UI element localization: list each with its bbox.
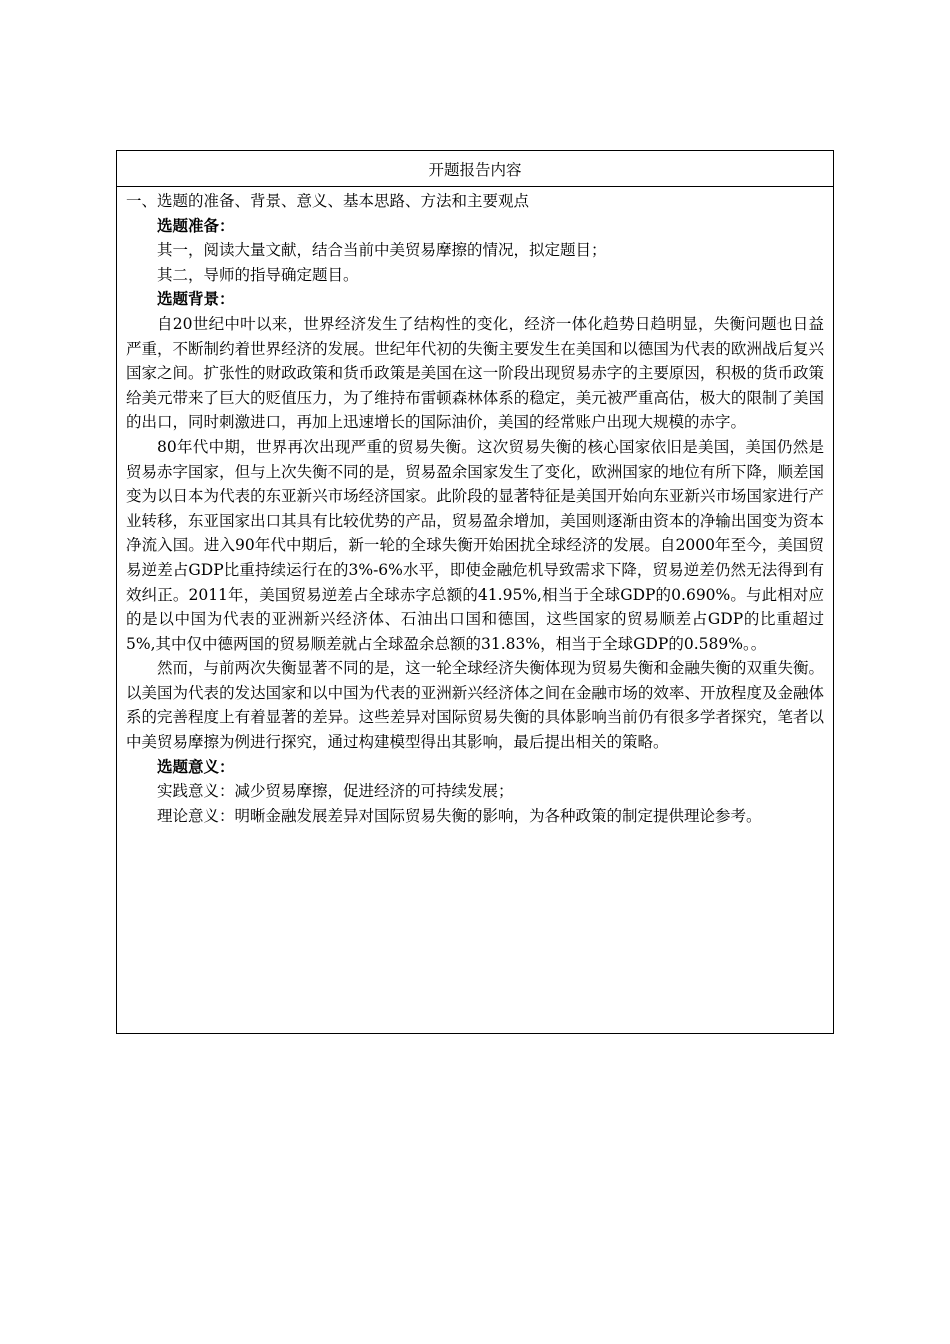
- report-content-table: [116, 150, 834, 1034]
- section-title: 一、选题的准备、背景、意义、基本思路、方法和主要观点: [126, 192, 530, 210]
- preparation-item: 其一，阅读大量文献，结合当前中美贸易摩擦的情况，拟定题目；: [157, 241, 607, 260]
- significance-paragraph: 理论意义：明晰金融发展差异对国际贸易失衡的影响，为各种政策的制定提供理论参考。: [157, 806, 762, 825]
- table-body: [117, 187, 833, 828]
- background-heading: 选题背景：: [157, 289, 235, 309]
- preparation-heading: 选题准备：: [157, 215, 235, 235]
- background-paragraph: 80年代中期，世界再次出现严重的贸易失衡。这次贸易失衡的核心国家依旧是美国，美国仍然是贸易赤字国家，但与上次失衡不同的是，贸易盈余国家发生了变化，欧洲国家的地位有所下降，顺差国变为以日本为代表的东亚新兴市场经济国家。此阶段的显著特征是美国开始向东亚新兴市场国家进行产业转移，东亚国家出口其具有比较优势的产品，贸易盈余增加，美国则逐渐由资本的净输出国变为资本净流入国。进入90年代中期后，新一轮的全球失衡开始困扰全球经济的发展。自2000年至今，美国贸易逆差占GDP比重持续运行在的3%-6%水平，即使金融危机导致需求下降，贸易逆差仍然无法得到有效纠正。2011年，美国贸易逆差占全球赤字总额的41.95%,相当于全球GDP的0.690%。与此相对应的是以中国为代表的亚洲新兴经济体、石油出口国和德国，这些国家的贸易顺差占GDP的比重超过5%,其中仅中德两国的贸易顺差就占全球盈余总额的31.83%，相当于全球GDP的0.589%。。: [126, 437, 824, 653]
- significance-heading: 选题意义：: [157, 756, 235, 776]
- background-paragraph: 然而，与前两次失衡显著不同的是，这一轮全球经济失衡体现为贸易失衡和金融失衡的双重失衡。以美国为代表的发达国家和以中国为代表的亚洲新兴经济体之间在金融市场的效率、开放程度及金融体系的完善程度上有着显著的差异。这些差异对国际贸易失衡的具体影响当前仍有很多学者探究，笔者以中美贸易摩擦为例进行探究，通过构建模型得出其影响，最后提出相关的策略。: [126, 659, 824, 752]
- significance-paragraph: 实践意义：减少贸易摩擦，促进经济的可持续发展；: [157, 782, 514, 801]
- background-paragraph: 自20世纪中叶以来，世界经济发生了结构性的变化，经济一体化趋势日趋明显，失衡问题也日益严重，不断制约着世界经济的发展。世纪年代初的失衡主要发生在美国和以德国为代表的欧洲战后复兴国家之间。扩张性的财政政策和货币政策是美国在这一阶段出现贸易赤字的主要原因，积极的货币政策给美元带来了巨大的贬值压力，为了维持布雷顿森林体系的稳定，美元被严重高估，极大的限制了美国的出口，同时刺激进口，再加上迅速增长的国际油价，美国的经常账户出现大规模的赤字。: [126, 314, 824, 432]
- preparation-item: 其二，导师的指导确定题目。: [157, 265, 359, 284]
- table-header: 开题报告内容: [117, 151, 833, 187]
